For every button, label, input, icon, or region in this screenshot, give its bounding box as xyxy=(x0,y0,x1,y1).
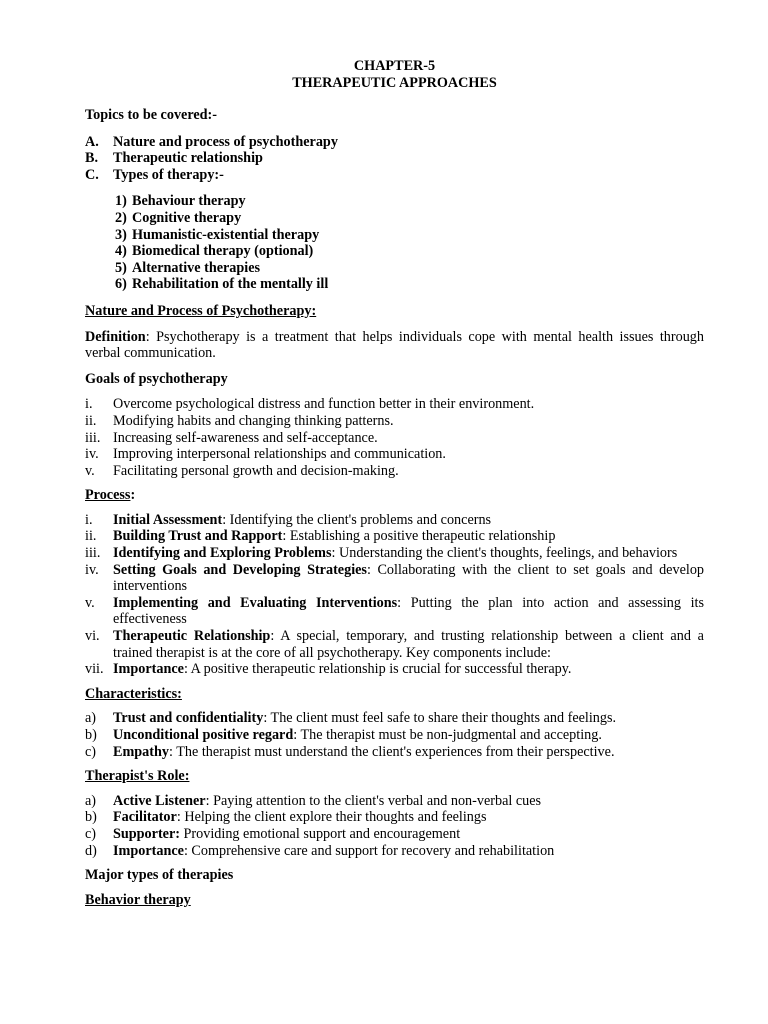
characteristics-list xyxy=(85,710,704,760)
chapter-number: CHAPTER-5 xyxy=(353,58,436,74)
document-page xyxy=(85,58,704,908)
list-item: 2) Cognitive therapy xyxy=(115,209,242,226)
list-item: i. Overcome psychological distress and function better in their environment. xyxy=(85,396,535,413)
therapist-role-heading: Therapist's Role: xyxy=(85,768,190,785)
list-item: vi. Therapeutic Relationship: A special, temporary, and trusting relationship between a client and a trained therapist is at the core of all psychotherapy. Key components include: xyxy=(85,628,704,661)
process-heading: Process: xyxy=(85,487,136,504)
definition-paragraph xyxy=(85,329,704,362)
therapist-role-list xyxy=(85,793,704,859)
list-item: 1) Behaviour therapy xyxy=(115,193,246,210)
list-item: C. Types of therapy:- xyxy=(85,166,224,183)
behavior-therapy-heading: Behavior therapy xyxy=(85,891,191,908)
therapy-types-list xyxy=(85,193,704,293)
list-item: iv. Improving interpersonal relationships and communication. xyxy=(85,446,446,463)
goals-list xyxy=(85,396,704,479)
major-types-heading: Major types of therapies xyxy=(85,867,234,884)
list-item: v. Implementing and Evaluating Interventions: Putting the plan into action and assessing its effectiveness xyxy=(85,594,704,628)
list-item: 6) Rehabilitation of the mentally ill xyxy=(115,276,329,293)
nature-heading: Nature and Process of Psychotherapy: xyxy=(85,302,317,319)
characteristics-heading: Characteristics: xyxy=(85,685,182,702)
list-item: b) Unconditional positive regard: The therapist must be non-judgmental and accepting. xyxy=(85,727,602,743)
list-item: c) Empathy: The therapist must understand the client's experiences from their perspective. xyxy=(85,743,615,760)
list-item: a) Active Listener: Paying attention to the client's verbal and non-verbal cues xyxy=(85,792,542,809)
topics-heading: Topics to be covered:- xyxy=(85,107,218,123)
list-item: A. Nature and process of psychotherapy xyxy=(85,133,338,150)
list-item: ii. Building Trust and Rapport: Establishing a positive therapeutic relationship xyxy=(85,528,556,545)
list-item: i. Initial Assessment: Identifying the client's problems and concerns xyxy=(85,511,492,528)
definition-term: Definition xyxy=(85,328,146,345)
goals-heading: Goals of psychotherapy xyxy=(85,370,228,387)
list-item: c) Supporter: Providing emotional support and encouragement xyxy=(85,825,461,842)
list-item: 5) Alternative therapies xyxy=(115,259,261,276)
chapter-title: THERAPEUTIC APPROACHES xyxy=(292,75,497,91)
list-item: iii. Identifying and Exploring Problems: Understanding the client's thoughts, feelings, and behaviors xyxy=(85,545,678,562)
list-item: iii. Increasing self-awareness and self-acceptance. xyxy=(85,429,378,446)
definition-text: : Psychotherapy is a treatment that helps individuals cope with mental health issues through verbal communication. xyxy=(85,328,704,362)
list-item: 4) Biomedical therapy (optional) xyxy=(115,243,314,260)
list-item: d) Importance: Comprehensive care and support for recovery and rehabilitation xyxy=(85,842,555,859)
list-item: B. Therapeutic relationship xyxy=(85,150,263,167)
process-list xyxy=(85,512,704,678)
list-item: ii. Modifying habits and changing thinking patterns. xyxy=(85,412,394,429)
topics-list xyxy=(85,134,704,184)
list-item: 3) Humanistic-existential therapy xyxy=(115,226,320,243)
list-item: vii. Importance: A positive therapeutic relationship is crucial for successful therapy. xyxy=(85,661,572,678)
list-item: a) Trust and confidentiality: The client must feel safe to share their thoughts and feelings. xyxy=(85,710,617,727)
list-item: iv. Setting Goals and Developing Strategies: Collaborating with the client to set goals and develop interventions xyxy=(85,561,705,595)
list-item: b) Facilitator: Helping the client explore their thoughts and feelings xyxy=(85,809,487,826)
list-item: v. Facilitating personal growth and decision-making. xyxy=(85,462,399,479)
